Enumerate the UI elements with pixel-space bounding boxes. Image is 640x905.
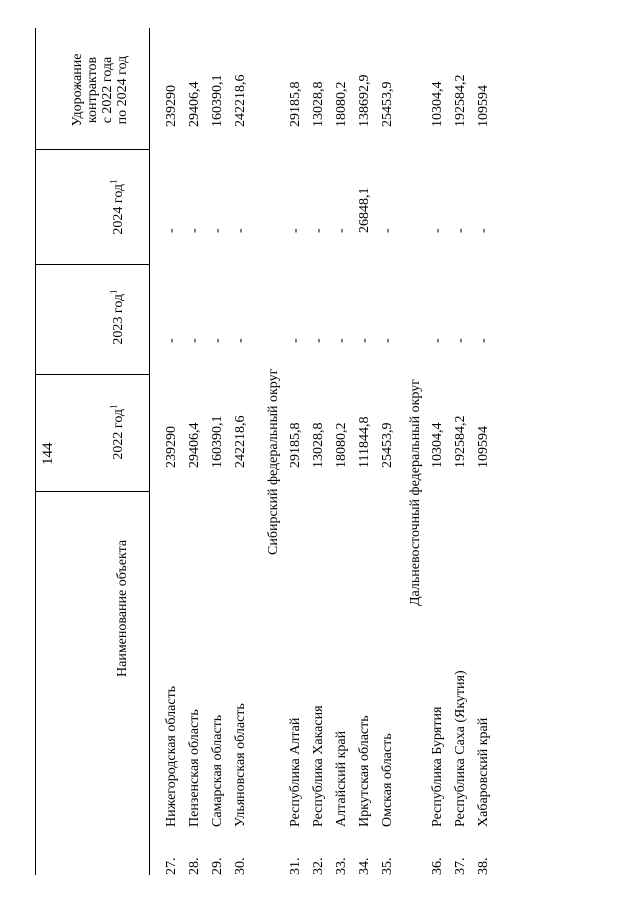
- value-2022: 111844,8: [357, 416, 372, 468]
- value-2022: 109594: [476, 426, 491, 468]
- table-row: [353, 0, 376, 905]
- region-name: Республика Бурятия: [430, 706, 445, 827]
- value-2022: 192584,2: [453, 415, 468, 468]
- table-row: [206, 0, 229, 905]
- table-row: [426, 0, 449, 905]
- row-number: 32.: [311, 857, 326, 875]
- value-2023: -: [430, 338, 445, 343]
- value-2023: -: [210, 338, 225, 343]
- region-name: Ульяновская область: [233, 703, 248, 827]
- value-2022: 18080,2: [334, 422, 349, 468]
- value-cost-increase: 109594: [476, 85, 491, 127]
- region-name: Иркутская область: [357, 715, 372, 827]
- table-row: [376, 0, 399, 905]
- value-cost-increase: 192584,2: [453, 74, 468, 127]
- value-2024: -: [187, 228, 202, 233]
- row-number: 29.: [210, 857, 225, 875]
- value-2024: -: [233, 228, 248, 233]
- row-number: 28.: [187, 857, 202, 875]
- region-name: Пензенская область: [187, 709, 202, 827]
- page-number: 144: [40, 442, 56, 465]
- region-name: Нижегородская область: [164, 685, 179, 827]
- value-2024: -: [430, 228, 445, 233]
- region-name: Республика Алтай: [288, 717, 303, 827]
- value-2022: 242218,6: [233, 415, 248, 468]
- value-cost-increase: 13028,8: [311, 81, 326, 127]
- column-header-name: Наименование объекта: [115, 539, 130, 677]
- column-header-2024: 2024 год$^1$: [108, 179, 126, 235]
- row-number: 37.: [453, 857, 468, 875]
- value-2024: 26848,1: [357, 187, 372, 233]
- value-2024: -: [453, 228, 468, 233]
- section-heading-siberian: Сибирский федеральный округ: [266, 368, 281, 555]
- value-2023: -: [334, 338, 349, 343]
- region-name: Самарская область: [210, 714, 225, 827]
- row-number: 31.: [288, 857, 303, 875]
- value-cost-increase: 160390,1: [210, 74, 225, 127]
- row-number: 38.: [476, 857, 491, 875]
- row-number: 35.: [380, 857, 395, 875]
- value-cost-increase: 239290: [164, 85, 179, 127]
- value-2023: -: [311, 338, 326, 343]
- row-number: 36.: [430, 857, 445, 875]
- table-top-rule: [35, 28, 36, 875]
- region-name: Республика Хакасия: [311, 705, 326, 827]
- table-row: [472, 0, 495, 905]
- value-cost-increase: 29185,8: [288, 81, 303, 127]
- value-2023: -: [233, 338, 248, 343]
- value-2023: -: [380, 338, 395, 343]
- column-divider-2023-2024: [35, 264, 149, 265]
- value-2024: -: [164, 228, 179, 233]
- value-cost-increase: 25453,9: [380, 81, 395, 127]
- column-divider-2024-increase: [35, 149, 149, 150]
- value-2022: 29185,8: [288, 422, 303, 468]
- value-2022: 29406,4: [187, 422, 202, 468]
- value-2022: 239290: [164, 426, 179, 468]
- region-name: Омская область: [380, 733, 395, 827]
- value-2023: -: [476, 338, 491, 343]
- value-cost-increase: 138692,9: [357, 74, 372, 127]
- section-heading-far-eastern: Дальневосточный федеральный округ: [408, 379, 423, 606]
- value-cost-increase: 10304,4: [430, 81, 445, 127]
- value-2022: 13028,8: [311, 422, 326, 468]
- row-number: 30.: [233, 857, 248, 875]
- value-2024: -: [288, 228, 303, 233]
- column-divider-name-2022: [35, 491, 149, 492]
- column-header-cost-increase: Удорожание контрактов с 2022 года по 2024 год: [70, 53, 130, 127]
- value-2023: -: [453, 338, 468, 343]
- table-row: [183, 0, 206, 905]
- table-row: [284, 0, 307, 905]
- value-2024: -: [334, 228, 349, 233]
- table-row: [330, 0, 353, 905]
- column-header-2022: 2022 год$^1$: [108, 404, 126, 460]
- region-name: Республика Саха (Якутия): [453, 670, 468, 827]
- value-2023: -: [288, 338, 303, 343]
- column-header-2023: 2023 год$^1$: [108, 289, 126, 345]
- column-divider-2022-2023: [35, 374, 149, 375]
- value-2022: 25453,9: [380, 422, 395, 468]
- table-row: [307, 0, 330, 905]
- row-number: 34.: [357, 857, 372, 875]
- value-2022: 10304,4: [430, 422, 445, 468]
- value-2024: -: [380, 228, 395, 233]
- table-row: [160, 0, 183, 905]
- value-2023: -: [357, 338, 372, 343]
- value-2022: 160390,1: [210, 415, 225, 468]
- value-cost-increase: 242218,6: [233, 74, 248, 127]
- table-header-rule: [149, 28, 150, 875]
- value-2024: -: [311, 228, 326, 233]
- region-name: Алтайский край: [334, 730, 349, 827]
- row-number: 33.: [334, 857, 349, 875]
- value-2024: -: [476, 228, 491, 233]
- value-2023: -: [187, 338, 202, 343]
- value-2024: -: [210, 228, 225, 233]
- value-cost-increase: 18080,2: [334, 81, 349, 127]
- value-2023: -: [164, 338, 179, 343]
- row-number: 27.: [164, 857, 179, 875]
- region-name: Хабаровский край: [476, 717, 491, 827]
- table-row: [229, 0, 252, 905]
- value-cost-increase: 29406,4: [187, 81, 202, 127]
- table-row: [449, 0, 472, 905]
